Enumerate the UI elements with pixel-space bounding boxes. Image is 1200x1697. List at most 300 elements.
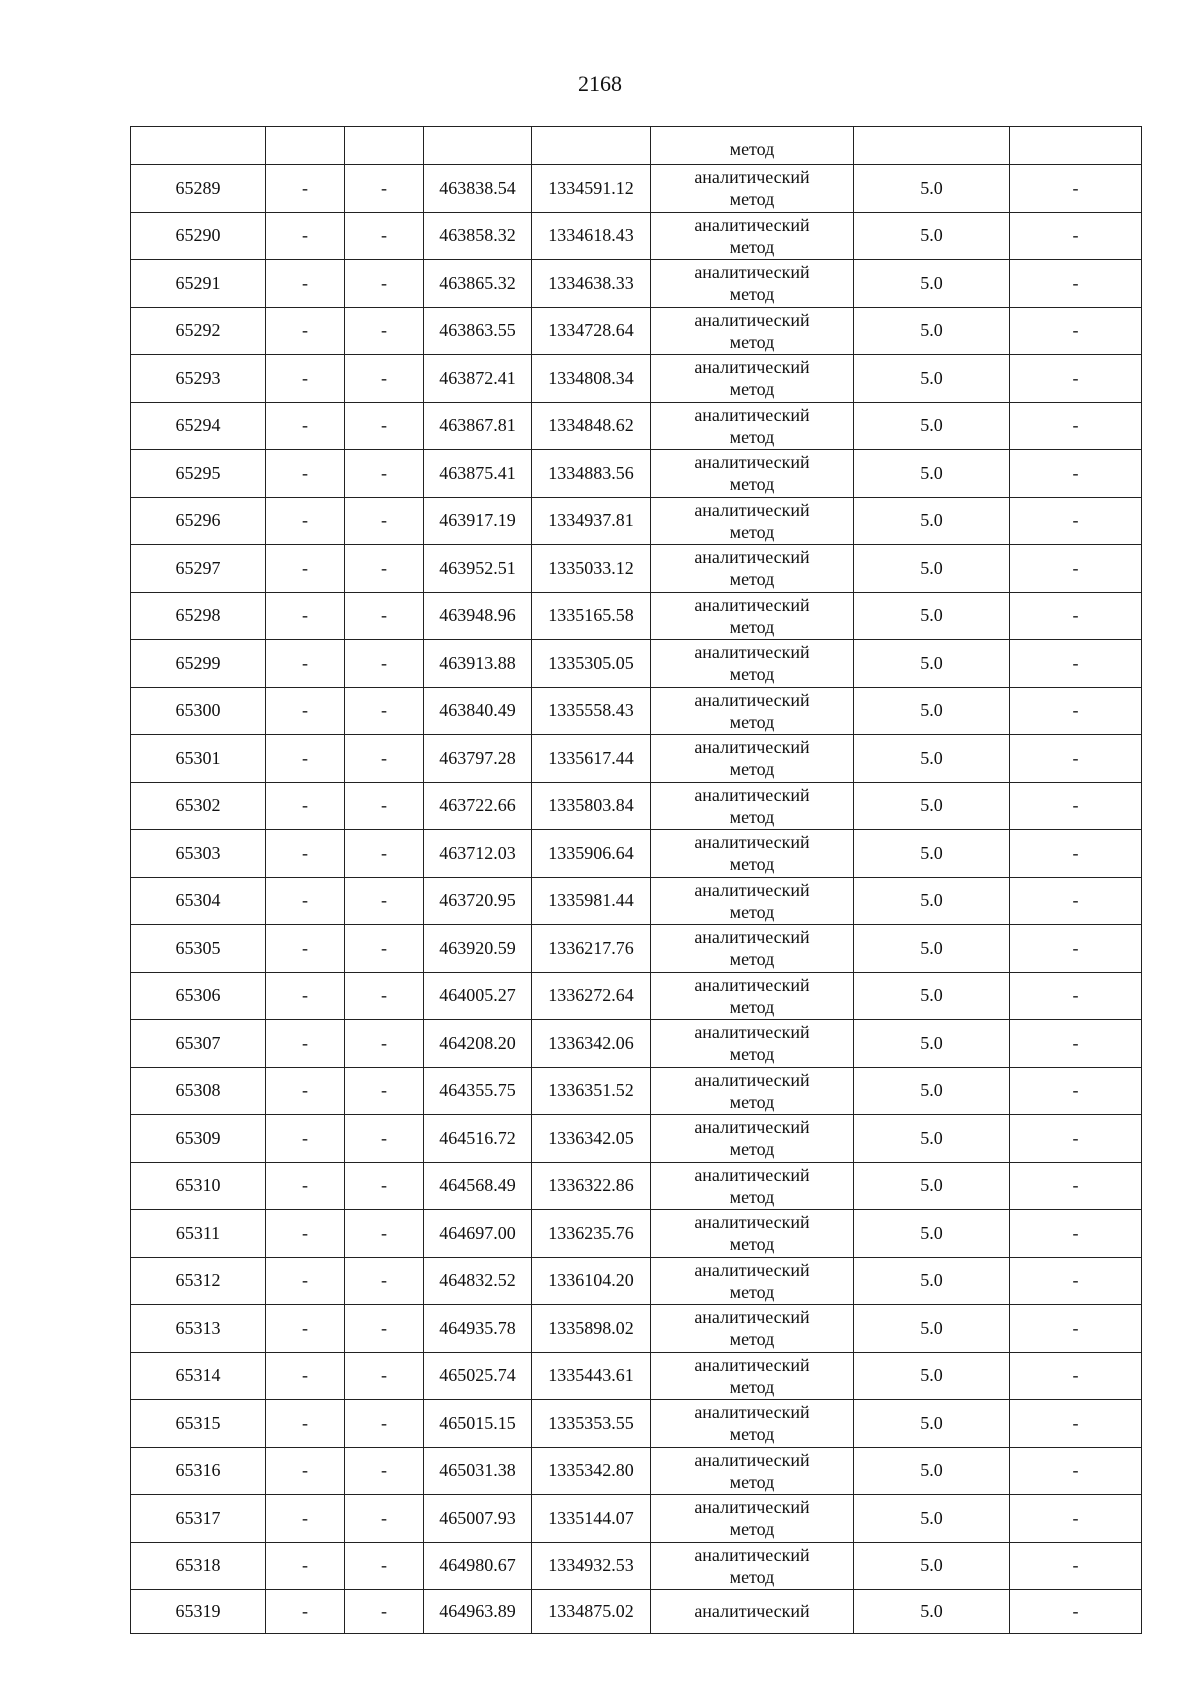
cell-x: 463720.95: [424, 877, 532, 925]
cell-col2: -: [266, 307, 345, 355]
method-line-2: метод: [729, 1281, 775, 1302]
cell-col3: -: [345, 877, 424, 925]
cell-y: 1334883.56: [532, 450, 651, 498]
method-line-2: метод: [729, 474, 775, 495]
method-line-2: метод: [729, 901, 775, 922]
cell-col8: -: [1010, 355, 1142, 403]
cell-col3: -: [345, 260, 424, 308]
cell-col8: -: [1010, 260, 1142, 308]
method-line-2: метод: [729, 569, 775, 590]
cell-y: 1336235.76: [532, 1210, 651, 1258]
cell-y: 1335443.61: [532, 1352, 651, 1400]
cell-col2: -: [266, 1210, 345, 1258]
cell-id: 65309: [131, 1115, 266, 1163]
table-row: [131, 925, 1142, 973]
cell-accuracy: 5.0: [854, 830, 1010, 878]
cell-accuracy: 5.0: [854, 640, 1010, 688]
cell-y: 1336351.52: [532, 1067, 651, 1115]
method-text: метод: [729, 139, 775, 159]
cell-y: 1334618.43: [532, 212, 651, 260]
cell-col8: -: [1010, 497, 1142, 545]
table-row: [131, 1542, 1142, 1590]
method-line-1: аналитический: [694, 784, 810, 805]
cell-col3: -: [345, 212, 424, 260]
cell-col8: -: [1010, 735, 1142, 783]
cell-y: 1335981.44: [532, 877, 651, 925]
cell-col2: -: [266, 830, 345, 878]
method-line-1: аналитический: [694, 1497, 810, 1518]
cell-y: 1334808.34: [532, 355, 651, 403]
cell-id: 65316: [131, 1447, 266, 1495]
cell-method: [651, 1590, 854, 1634]
cell-col8: -: [1010, 1115, 1142, 1163]
cell-y: 1336342.06: [532, 1020, 651, 1068]
cell-col2: -: [266, 212, 345, 260]
table-row: [131, 1400, 1142, 1448]
cell-col2: -: [266, 1542, 345, 1590]
cell-col2: -: [266, 165, 345, 213]
cell-y: 1336342.05: [532, 1115, 651, 1163]
cell-x: 465007.93: [424, 1495, 532, 1543]
cell-y: 1335305.05: [532, 640, 651, 688]
method-line-1: аналитический: [694, 1259, 810, 1280]
method-line-2: метод: [729, 664, 775, 685]
cell-col3: -: [345, 307, 424, 355]
cell-id: 65290: [131, 212, 266, 260]
method-line-2: метод: [729, 236, 775, 257]
cell-id: 65317: [131, 1495, 266, 1543]
cell-col2: -: [266, 1067, 345, 1115]
cell-col3: -: [345, 1352, 424, 1400]
cell-col2: -: [266, 640, 345, 688]
cell-id: 65312: [131, 1257, 266, 1305]
cell-col3: -: [345, 1447, 424, 1495]
cell-method: [651, 735, 854, 783]
cell-id: [131, 127, 266, 165]
table-row: [131, 1495, 1142, 1543]
cell-method: [651, 830, 854, 878]
cell-col8: -: [1010, 1352, 1142, 1400]
cell-method: [651, 260, 854, 308]
cell-col2: -: [266, 450, 345, 498]
cell-id: 65303: [131, 830, 266, 878]
cell-col8: -: [1010, 972, 1142, 1020]
method-line-2: метод: [729, 1424, 775, 1445]
cell-id: 65313: [131, 1305, 266, 1353]
cell-col2: -: [266, 972, 345, 1020]
cell-x: [424, 127, 532, 165]
cell-y: 1335165.58: [532, 592, 651, 640]
cell-y: [532, 127, 651, 165]
table-row: [131, 877, 1142, 925]
cell-col8: -: [1010, 1162, 1142, 1210]
method-line-1: аналитический: [694, 642, 810, 663]
method-line-2: метод: [729, 616, 775, 637]
method-line-2: метод: [729, 331, 775, 352]
cell-col8: -: [1010, 212, 1142, 260]
table-row: [131, 1020, 1142, 1068]
cell-col8: [1010, 127, 1142, 165]
method-line-1: аналитический: [694, 879, 810, 900]
cell-col2: -: [266, 1305, 345, 1353]
cell-method: [651, 212, 854, 260]
method-line-1: аналитический: [694, 974, 810, 995]
method-line-2: метод: [729, 759, 775, 780]
cell-method: [651, 402, 854, 450]
cell-method: [651, 1257, 854, 1305]
method-line-1: аналитический: [694, 832, 810, 853]
table-row: [131, 735, 1142, 783]
cell-method: [651, 925, 854, 973]
table-row: [131, 1257, 1142, 1305]
cell-col3: -: [345, 497, 424, 545]
table-row: [131, 1590, 1142, 1634]
cell-col3: [345, 127, 424, 165]
cell-x: 463917.19: [424, 497, 532, 545]
cell-id: 65314: [131, 1352, 266, 1400]
cell-accuracy: 5.0: [854, 497, 1010, 545]
cell-col3: -: [345, 1542, 424, 1590]
cell-accuracy: 5.0: [854, 1590, 1010, 1634]
method-line-1: аналитический: [694, 262, 810, 283]
cell-id: 65297: [131, 545, 266, 593]
cell-col2: -: [266, 545, 345, 593]
cell-col3: -: [345, 1590, 424, 1634]
cell-col3: -: [345, 830, 424, 878]
cell-x: 463875.41: [424, 450, 532, 498]
cell-id: 65296: [131, 497, 266, 545]
cell-method: [651, 1210, 854, 1258]
method-line-1: аналитический: [694, 1544, 810, 1565]
cell-method: [651, 1495, 854, 1543]
cell-accuracy: 5.0: [854, 1210, 1010, 1258]
cell-col8: -: [1010, 592, 1142, 640]
cell-x: 465025.74: [424, 1352, 532, 1400]
cell-col8: -: [1010, 165, 1142, 213]
cell-x: 464005.27: [424, 972, 532, 1020]
cell-col3: -: [345, 1495, 424, 1543]
cell-col2: -: [266, 782, 345, 830]
cell-x: 464697.00: [424, 1210, 532, 1258]
cell-id: 65294: [131, 402, 266, 450]
cell-y: 1334638.33: [532, 260, 651, 308]
cell-method: [651, 972, 854, 1020]
cell-col3: -: [345, 1067, 424, 1115]
cell-col2: -: [266, 1400, 345, 1448]
cell-accuracy: 5.0: [854, 450, 1010, 498]
cell-method: [651, 1542, 854, 1590]
cell-col3: -: [345, 165, 424, 213]
cell-id: 65291: [131, 260, 266, 308]
table-row: [131, 450, 1142, 498]
method-line-2: метод: [729, 806, 775, 827]
cell-y: 1336104.20: [532, 1257, 651, 1305]
cell-y: 1336217.76: [532, 925, 651, 973]
cell-accuracy: [854, 127, 1010, 165]
method-line-2: метод: [729, 1519, 775, 1540]
cell-col3: -: [345, 782, 424, 830]
cell-col8: -: [1010, 1542, 1142, 1590]
cell-x: 464568.49: [424, 1162, 532, 1210]
method-line-1: аналитический: [694, 452, 810, 473]
cell-id: 65293: [131, 355, 266, 403]
coordinates-table: [130, 126, 1142, 1634]
method-line-1: аналитический: [694, 927, 810, 948]
table-row: [131, 640, 1142, 688]
method-line-2: метод: [729, 426, 775, 447]
cell-accuracy: 5.0: [854, 1162, 1010, 1210]
cell-method: [651, 687, 854, 735]
cell-method: [651, 640, 854, 688]
cell-accuracy: 5.0: [854, 972, 1010, 1020]
cell-y: 1334728.64: [532, 307, 651, 355]
cell-accuracy: 5.0: [854, 165, 1010, 213]
method-line-1: аналитический: [694, 357, 810, 378]
method-line-1: аналитический: [694, 309, 810, 330]
cell-method: [651, 1305, 854, 1353]
cell-accuracy: 5.0: [854, 687, 1010, 735]
cell-col2: -: [266, 1590, 345, 1634]
cell-y: 1335033.12: [532, 545, 651, 593]
method-line-2: метод: [729, 1044, 775, 1065]
table-row: [131, 355, 1142, 403]
cell-y: 1334937.81: [532, 497, 651, 545]
cell-y: 1335558.43: [532, 687, 651, 735]
cell-y: 1335906.64: [532, 830, 651, 878]
method-line-1: аналитический: [694, 1449, 810, 1470]
cell-method: [651, 127, 854, 165]
cell-col3: -: [345, 1257, 424, 1305]
cell-id: 65319: [131, 1590, 266, 1634]
cell-col8: -: [1010, 1590, 1142, 1634]
cell-col8: -: [1010, 640, 1142, 688]
cell-x: 464980.67: [424, 1542, 532, 1590]
table-row: [131, 972, 1142, 1020]
cell-col8: -: [1010, 1067, 1142, 1115]
cell-col3: -: [345, 687, 424, 735]
cell-accuracy: 5.0: [854, 1447, 1010, 1495]
cell-col3: -: [345, 592, 424, 640]
cell-id: 65301: [131, 735, 266, 783]
cell-x: 464516.72: [424, 1115, 532, 1163]
method-line-1: аналитический: [694, 1069, 810, 1090]
cell-accuracy: 5.0: [854, 782, 1010, 830]
cell-col2: -: [266, 925, 345, 973]
cell-x: 463920.59: [424, 925, 532, 973]
cell-y: 1336322.86: [532, 1162, 651, 1210]
cell-method: [651, 877, 854, 925]
cell-id: 65307: [131, 1020, 266, 1068]
cell-accuracy: 5.0: [854, 355, 1010, 403]
cell-accuracy: 5.0: [854, 402, 1010, 450]
table-row: [131, 830, 1142, 878]
cell-accuracy: 5.0: [854, 1400, 1010, 1448]
method-line-2: метод: [729, 284, 775, 305]
method-line-1: аналитический: [694, 167, 810, 188]
cell-col3: -: [345, 545, 424, 593]
table-row: [131, 212, 1142, 260]
cell-col3: -: [345, 1162, 424, 1210]
cell-id: 65311: [131, 1210, 266, 1258]
cell-col8: -: [1010, 1020, 1142, 1068]
cell-x: 463722.66: [424, 782, 532, 830]
method-line-2: метод: [729, 1186, 775, 1207]
cell-id: 65310: [131, 1162, 266, 1210]
method-line-1: аналитический: [694, 214, 810, 235]
cell-y: 1335803.84: [532, 782, 651, 830]
cell-id: 65292: [131, 307, 266, 355]
cell-col2: -: [266, 1447, 345, 1495]
cell-col3: -: [345, 735, 424, 783]
cell-accuracy: 5.0: [854, 307, 1010, 355]
cell-x: 465031.38: [424, 1447, 532, 1495]
cell-x: 464208.20: [424, 1020, 532, 1068]
cell-method: [651, 592, 854, 640]
cell-col8: -: [1010, 450, 1142, 498]
cell-method: [651, 497, 854, 545]
method-line-2: метод: [729, 854, 775, 875]
method-line-2: метод: [729, 379, 775, 400]
cell-col2: -: [266, 1495, 345, 1543]
method-line-2: метод: [729, 1091, 775, 1112]
cell-col2: [266, 127, 345, 165]
cell-accuracy: 5.0: [854, 592, 1010, 640]
method-line-2: метод: [729, 996, 775, 1017]
method-line-1: аналитический: [694, 499, 810, 520]
method-line-1: аналитический: [694, 594, 810, 615]
table-row: [131, 1352, 1142, 1400]
method-line-2: метод: [729, 949, 775, 970]
cell-id: 65302: [131, 782, 266, 830]
cell-col8: -: [1010, 1305, 1142, 1353]
cell-col3: -: [345, 355, 424, 403]
cell-col2: -: [266, 1162, 345, 1210]
cell-id: 65289: [131, 165, 266, 213]
cell-col2: -: [266, 355, 345, 403]
cell-id: 65315: [131, 1400, 266, 1448]
cell-method: [651, 1067, 854, 1115]
cell-col8: -: [1010, 1447, 1142, 1495]
cell-col2: -: [266, 877, 345, 925]
cell-x: 463797.28: [424, 735, 532, 783]
cell-accuracy: 5.0: [854, 1352, 1010, 1400]
table-row: [131, 687, 1142, 735]
cell-col3: -: [345, 450, 424, 498]
cell-id: 65298: [131, 592, 266, 640]
cell-col3: -: [345, 402, 424, 450]
cell-y: 1335898.02: [532, 1305, 651, 1353]
cell-y: 1335617.44: [532, 735, 651, 783]
cell-accuracy: 5.0: [854, 1115, 1010, 1163]
cell-id: 65299: [131, 640, 266, 688]
method-line-2: метод: [729, 189, 775, 210]
cell-x: 464832.52: [424, 1257, 532, 1305]
table-row: [131, 592, 1142, 640]
cell-id: 65305: [131, 925, 266, 973]
cell-col8: -: [1010, 782, 1142, 830]
table-row: [131, 1067, 1142, 1115]
cell-x: 463872.41: [424, 355, 532, 403]
method-line-2: метод: [729, 1139, 775, 1160]
method-line-2: метод: [729, 521, 775, 542]
method-line-2: метод: [729, 1566, 775, 1587]
cell-x: 463838.54: [424, 165, 532, 213]
cell-method: [651, 782, 854, 830]
table-row: [131, 1447, 1142, 1495]
cell-method: [651, 545, 854, 593]
cell-y: 1334932.53: [532, 1542, 651, 1590]
table-row: [131, 1210, 1142, 1258]
method-line-1: аналитический: [694, 1117, 810, 1138]
table-row-continuation: [131, 127, 1142, 165]
cell-col2: -: [266, 687, 345, 735]
table-row: [131, 307, 1142, 355]
cell-x: 463867.81: [424, 402, 532, 450]
cell-x: 463712.03: [424, 830, 532, 878]
cell-y: 1334591.12: [532, 165, 651, 213]
cell-y: 1335144.07: [532, 1495, 651, 1543]
cell-col2: -: [266, 402, 345, 450]
cell-col8: -: [1010, 1257, 1142, 1305]
cell-accuracy: 5.0: [854, 212, 1010, 260]
cell-accuracy: 5.0: [854, 1305, 1010, 1353]
cell-method: [651, 1115, 854, 1163]
table-row: [131, 165, 1142, 213]
cell-col2: -: [266, 592, 345, 640]
cell-x: 465015.15: [424, 1400, 532, 1448]
cell-x: 463858.32: [424, 212, 532, 260]
method-line-1: аналитический: [694, 547, 810, 568]
table-row: [131, 260, 1142, 308]
cell-col8: -: [1010, 307, 1142, 355]
cell-x: 463952.51: [424, 545, 532, 593]
cell-y: 1335353.55: [532, 1400, 651, 1448]
cell-x: 464935.78: [424, 1305, 532, 1353]
method-line-2: метод: [729, 711, 775, 732]
cell-y: 1334848.62: [532, 402, 651, 450]
page-number: 2168: [578, 71, 622, 96]
method-line-1: аналитический: [694, 1354, 810, 1375]
cell-accuracy: 5.0: [854, 735, 1010, 783]
cell-col3: -: [345, 640, 424, 688]
cell-x: 463865.32: [424, 260, 532, 308]
cell-accuracy: 5.0: [854, 1495, 1010, 1543]
cell-col3: -: [345, 1115, 424, 1163]
method-line-1: аналитический: [694, 689, 810, 710]
cell-id: 65295: [131, 450, 266, 498]
method-line-1: аналитический: [694, 1212, 810, 1233]
method-line-1: аналитический: [694, 1402, 810, 1423]
method-line-1: аналитический: [694, 1601, 810, 1621]
table-row: [131, 402, 1142, 450]
cell-col8: -: [1010, 687, 1142, 735]
cell-col2: -: [266, 735, 345, 783]
table-row: [131, 1162, 1142, 1210]
table-row: [131, 545, 1142, 593]
cell-col3: -: [345, 925, 424, 973]
cell-y: 1336272.64: [532, 972, 651, 1020]
cell-id: 65306: [131, 972, 266, 1020]
method-line-2: метод: [729, 1376, 775, 1397]
cell-accuracy: 5.0: [854, 1020, 1010, 1068]
cell-id: 65304: [131, 877, 266, 925]
table-row: [131, 1115, 1142, 1163]
table-row: [131, 497, 1142, 545]
method-line-2: метод: [729, 1234, 775, 1255]
cell-x: 463863.55: [424, 307, 532, 355]
cell-method: [651, 1020, 854, 1068]
cell-method: [651, 165, 854, 213]
